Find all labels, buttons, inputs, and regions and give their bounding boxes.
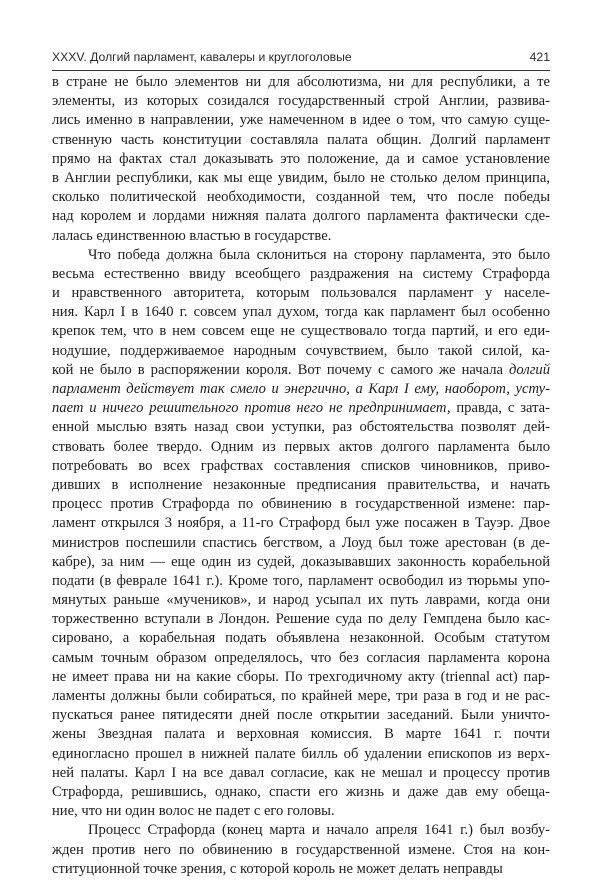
text-line (52, 610, 550, 629)
text-segment: ственную часть конституции составляла палата общин. Долгий парламент (52, 131, 550, 148)
text-segment: единогласно прошел в нижней палате билль об удалении епископов из верх- (52, 745, 550, 762)
text-segment: лись именно в направлении, уже намеченном в идее о том, что самую суще- (52, 112, 550, 129)
text-line (52, 476, 550, 495)
text-segment: прямо на фактах стал доказывать это положение, да и самое установление (52, 150, 550, 167)
text-segment: самым точным образом определялось, что без согласия парламента корона (52, 649, 550, 666)
text-line (52, 111, 550, 130)
text-segment: в стране не было элементов ни для абсолютизма, ни для республики, а те (52, 74, 550, 90)
header-rule (52, 70, 550, 71)
text-line (52, 534, 550, 553)
text-segment: ствовать более твердо. Одним из первых актов долгого парламента было (52, 438, 550, 455)
text-line (52, 418, 550, 437)
text-segment: крепок тем, что в нем совсем еще не существовало тогда партий, и его еди- (52, 323, 550, 340)
text-segment: Процесс Страфорда (конец марта и начало апреля 1641 г.) был возбу- (88, 822, 550, 839)
text-line (52, 841, 550, 860)
text-segment: ния. Карл I в 1640 г. совсем упал духом, тогда как парламент был особенно (52, 304, 550, 321)
text-line (52, 380, 550, 399)
text-segment: лалась единственною властью в государстве. (52, 227, 332, 244)
text-line (52, 457, 550, 476)
text-line (52, 860, 550, 879)
page-number: 421 (529, 50, 550, 64)
text-line (52, 169, 550, 188)
text-segment: ней палаты. Карл I на все давал согласие, как не мешал и процессу против (52, 764, 550, 781)
italic-segment: парламент действует так смело и энергично, а Карл I ему, наоборот, усту- (52, 381, 550, 397)
text-line (52, 706, 550, 725)
text-line (52, 553, 550, 572)
text-line (52, 783, 550, 802)
text-segment: процесс против Страфорда по обвинению в государственной измене: пар- (52, 496, 550, 513)
text-segment: весьма естественно ввиду всеобщего раздражения на систему Страфорда (52, 265, 550, 282)
text-segment: жены Звездная палата и верховная комиссия. В марте 1641 г. почти (52, 726, 550, 743)
text-segment: дивших в исполнение незаконные предписания правительства, и начать (52, 476, 550, 493)
text-line (52, 591, 550, 610)
text-segment: сколько политической необходимости, созданной тем, что после победы (52, 189, 550, 206)
text-line (52, 265, 550, 284)
text-line (52, 745, 550, 764)
text-line (52, 303, 550, 322)
text-segment: ламент открылся 3 ноября, а 11-го Страфорд был уже посажен в Тауэр. Двое (52, 515, 550, 532)
text-segment: сировано, а корабельная подать объявлена незаконной. Особым статутом (52, 630, 550, 647)
italic-segment: пает и ничего решительного против него не предпринимает, (52, 400, 451, 417)
text-line (52, 725, 550, 744)
text-line (52, 399, 550, 418)
text-line (52, 572, 550, 591)
text-line (52, 668, 550, 687)
text-segment: Страфорда, решившись, однако, спасти его жизнь и даже дав ему обеща- (52, 783, 550, 800)
text-line (52, 821, 550, 840)
text-line (52, 92, 550, 111)
text-segment: жден против него по обвинению в государственной измене. Стоя на кон- (52, 841, 550, 858)
text-segment: министров поспешили спастись бегством, а Лоуд был тоже арестован (в де- (52, 534, 550, 551)
text-segment: пускаться ранее пятидесяти дней после открытии заседаний. Были уничто- (52, 707, 550, 724)
text-line (52, 802, 550, 821)
text-segment: и нравственного авторитета, которым пользовался парламент у населе- (52, 285, 550, 302)
text-line (52, 150, 550, 169)
text-segment: подати (в феврале 1641 г.). Кроме того, парламент освободил из тюрьмы упо- (52, 572, 550, 589)
text-line (52, 687, 550, 706)
running-head (52, 50, 550, 64)
text-segment: в Англии республики, как мы еще увидим, было не столько делом принципа, (52, 169, 550, 186)
text-line (52, 495, 550, 514)
text-segment: элементы, из которых созидался государственный строй Англии, развива- (52, 93, 550, 110)
text-line (52, 73, 550, 92)
text-line (52, 188, 550, 207)
text-segment: мянутых раньше «мучеников», и народ усыпал их путь лаврами, когда они (52, 592, 550, 609)
text-line (52, 284, 550, 303)
text-line (52, 207, 550, 226)
text-segment: над королем и лордами нижняя палата долгого парламента фактически сде- (52, 208, 550, 225)
body-text (52, 73, 550, 879)
text-segment: потребовать во всех графствах составления списков чиновников, приво- (52, 457, 550, 474)
italic-segment: долгий (509, 361, 550, 378)
text-line (52, 438, 550, 457)
chapter-title: XXXV. Долгий парламент, кавалеры и круглоголовые (52, 50, 352, 64)
text-line (52, 131, 550, 150)
text-segment: нодушие, поддерживаемое народным сочувствием, было такой силой, ка- (52, 342, 550, 359)
text-segment: ституционной точке зрения, с которой король не может делать неправды (52, 860, 503, 877)
text-segment: енной мыслью взять назад свои уступки, раз обстоятельства позволят дей- (52, 419, 550, 436)
text-line (52, 514, 550, 533)
text-segment: правда, с зата- (450, 400, 551, 417)
text-line (52, 227, 550, 246)
text-line (52, 649, 550, 668)
text-segment: кой не было в распоряжении короля. Вот почему с самого же начала (52, 361, 510, 378)
text-line (52, 322, 550, 341)
text-segment: Что победа должна была склониться на сторону парламента, это было (88, 246, 550, 263)
text-segment: торжественно вступали в Лондон. Решение суда по делу Гемпдена было кас- (52, 611, 550, 628)
text-line (52, 629, 550, 648)
text-segment: ламенты должны были собираться, по крайней мере, три раза в год и не рас- (52, 688, 550, 704)
text-line (52, 246, 550, 265)
text-line (52, 361, 550, 380)
text-line (52, 764, 550, 783)
text-line (52, 342, 550, 361)
text-segment: кабре), за ним — еще один из судей, доказывавших законность корабельной (52, 553, 550, 570)
text-segment: не имеет права ни на какие сборы. По трехгодичному акту (triennal act) пар- (52, 668, 550, 685)
text-segment: ние, что ни один волос не падет с его головы. (52, 803, 335, 820)
